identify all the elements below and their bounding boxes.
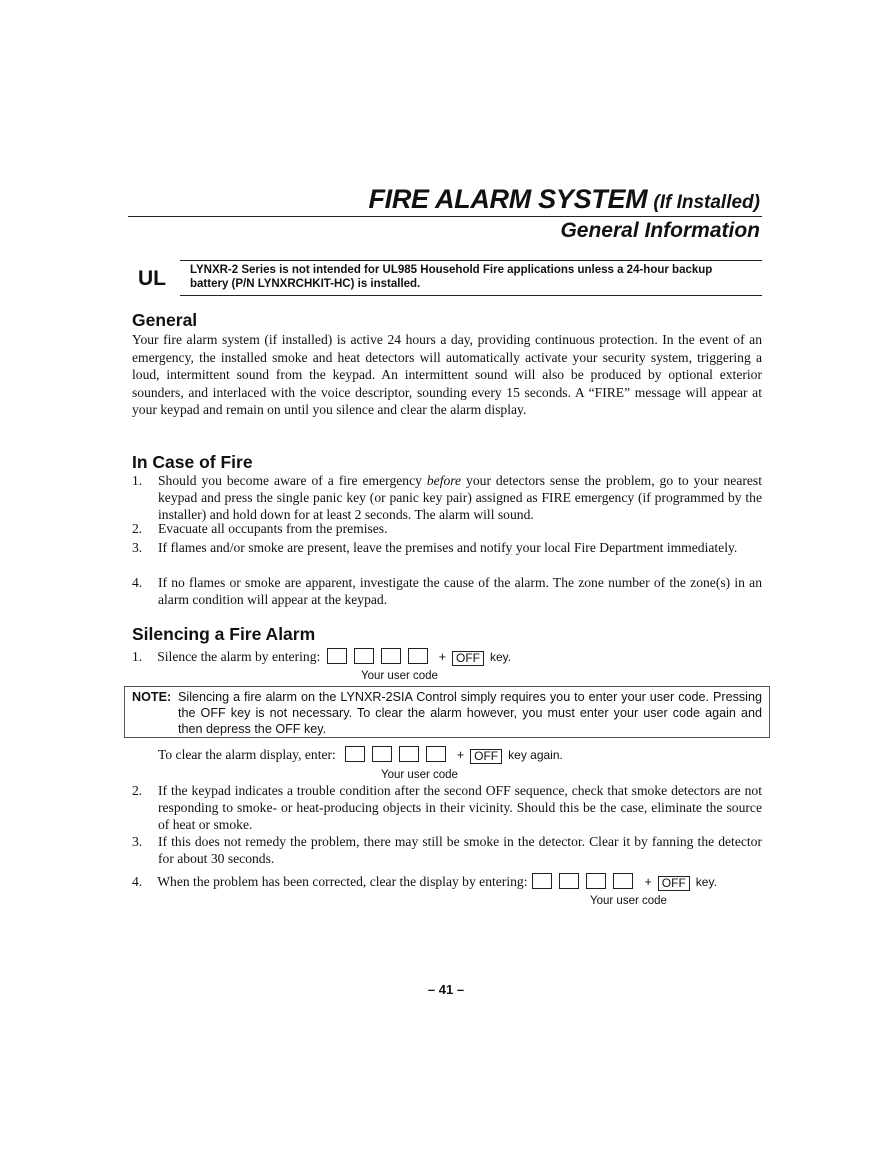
code-digit-box — [354, 648, 374, 664]
code-digit-box — [345, 746, 365, 762]
item-text: If the keypad indicates a trouble condition after the second OFF sequence, check that smoke detectors are not responding to smoke- or heat-producing objects in their vicinity. Should this be the case, eliminate the source of heat or smoke. — [158, 783, 762, 832]
list-item — [132, 520, 762, 537]
item-text: If this does not remedy the problem, there may still be smoke in the detector. Clear it by fanning the detector for about 30 seconds. — [158, 834, 762, 866]
title-text: FIRE ALARM SYSTEM — [368, 184, 648, 214]
item-number: 1. — [132, 649, 143, 664]
step-text: To clear the alarm display, enter: — [158, 747, 336, 762]
ul-notice-text: LYNXR-2 Series is not intended for UL985 Household Fire applications unless a 24-hour backup battery (P/N LYNXRCHKIT-HC) is installed. — [190, 264, 713, 290]
note-text: Silencing a fire alarm on the LYNXR-2SIA Control simply requires you to enter your user code. Pressing the OFF key is not necessary. To clear the alarm however, you must enter your user code again and then depress the OFF key. — [178, 690, 762, 736]
item-text: If flames and/or smoke are present, leave the premises and notify your local Fire Department immediately. — [158, 540, 738, 555]
code-digit-box — [381, 648, 401, 664]
step-text: Silence the alarm by entering: — [157, 649, 321, 664]
page-number: – 41 – — [427, 982, 465, 997]
item-number: 2. — [132, 521, 143, 536]
code-digit-box — [613, 873, 633, 889]
item-text-part: your detectors sense the problem, go to your nearest keypad and press the single panic key (or panic key pair) assigned as FIRE emergency (if programmed by the installer) and hold down for at least 2 seconds. The alarm will sound. — [158, 473, 762, 522]
item-text: If no flames or smoke are apparent, investigate the cause of the alarm. The zone number of the zone(s) in an alarm condition will appear at the keypad. — [158, 575, 762, 607]
item-text-part: Should you become aware of a fire emergency — [158, 473, 427, 488]
off-key: OFF — [452, 651, 484, 666]
general-body: Your fire alarm system (if installed) is active 24 hours a day, providing continuous protection. In the event of an emergency, the installed smoke and heat detectors will automatically activate your security system, triggering a loud, intermittent sound from the keypad. An intermittent sound will also be produced by optional exterior sounders, and interlaced with the voice descriptor, sounding every 15 seconds. A “FIRE” message will appear at your keypad and remain on until you silence and clear the alarm display. — [132, 332, 762, 417]
key-label: key again. — [508, 748, 563, 762]
code-digit-box — [399, 746, 419, 762]
off-key: OFF — [658, 876, 690, 891]
key-label: key. — [490, 650, 512, 664]
off-key: OFF — [470, 749, 502, 764]
list-item — [132, 574, 762, 608]
user-code-label: Your user code — [381, 769, 458, 781]
plus-sign: + — [456, 748, 465, 762]
general-heading: General — [132, 310, 198, 330]
code-digit-box — [426, 746, 446, 762]
item-number: 1. — [132, 473, 143, 488]
note-label: NOTE: — [132, 690, 172, 704]
code-digit-box — [532, 873, 552, 889]
ul-mark: UL — [138, 267, 166, 290]
plus-sign: + — [438, 650, 446, 664]
page-subtitle: General Information — [560, 219, 760, 242]
key-label: key. — [695, 875, 717, 889]
item-number: 2. — [132, 783, 143, 798]
silence-step — [132, 648, 511, 666]
user-code-label: Your user code — [590, 895, 667, 907]
item-text: Evacuate all occupants from the premises. — [158, 521, 388, 536]
code-digit-box — [408, 648, 428, 664]
item-text — [158, 472, 762, 523]
code-digit-box — [586, 873, 606, 889]
list-item — [132, 782, 762, 833]
item-number: 3. — [132, 834, 143, 849]
code-digit-box — [372, 746, 392, 762]
plus-sign: + — [644, 875, 652, 889]
final-step — [132, 873, 717, 891]
title-suffix: (If Installed) — [653, 192, 760, 213]
in-case-of-fire-heading: In Case of Fire — [132, 452, 253, 472]
step-text: When the problem has been corrected, clear the display by entering: — [157, 874, 528, 889]
item-number: 3. — [132, 540, 143, 555]
code-digit-box — [559, 873, 579, 889]
clear-step — [158, 746, 563, 764]
user-code-label: Your user code — [361, 670, 438, 682]
item-number: 4. — [132, 575, 143, 590]
item-number: 4. — [132, 874, 143, 889]
list-item — [132, 472, 762, 523]
list-item — [132, 833, 762, 867]
list-item — [132, 539, 762, 556]
code-digit-box — [327, 648, 347, 664]
silencing-heading: Silencing a Fire Alarm — [132, 624, 316, 644]
item-emphasis: before — [426, 473, 462, 488]
